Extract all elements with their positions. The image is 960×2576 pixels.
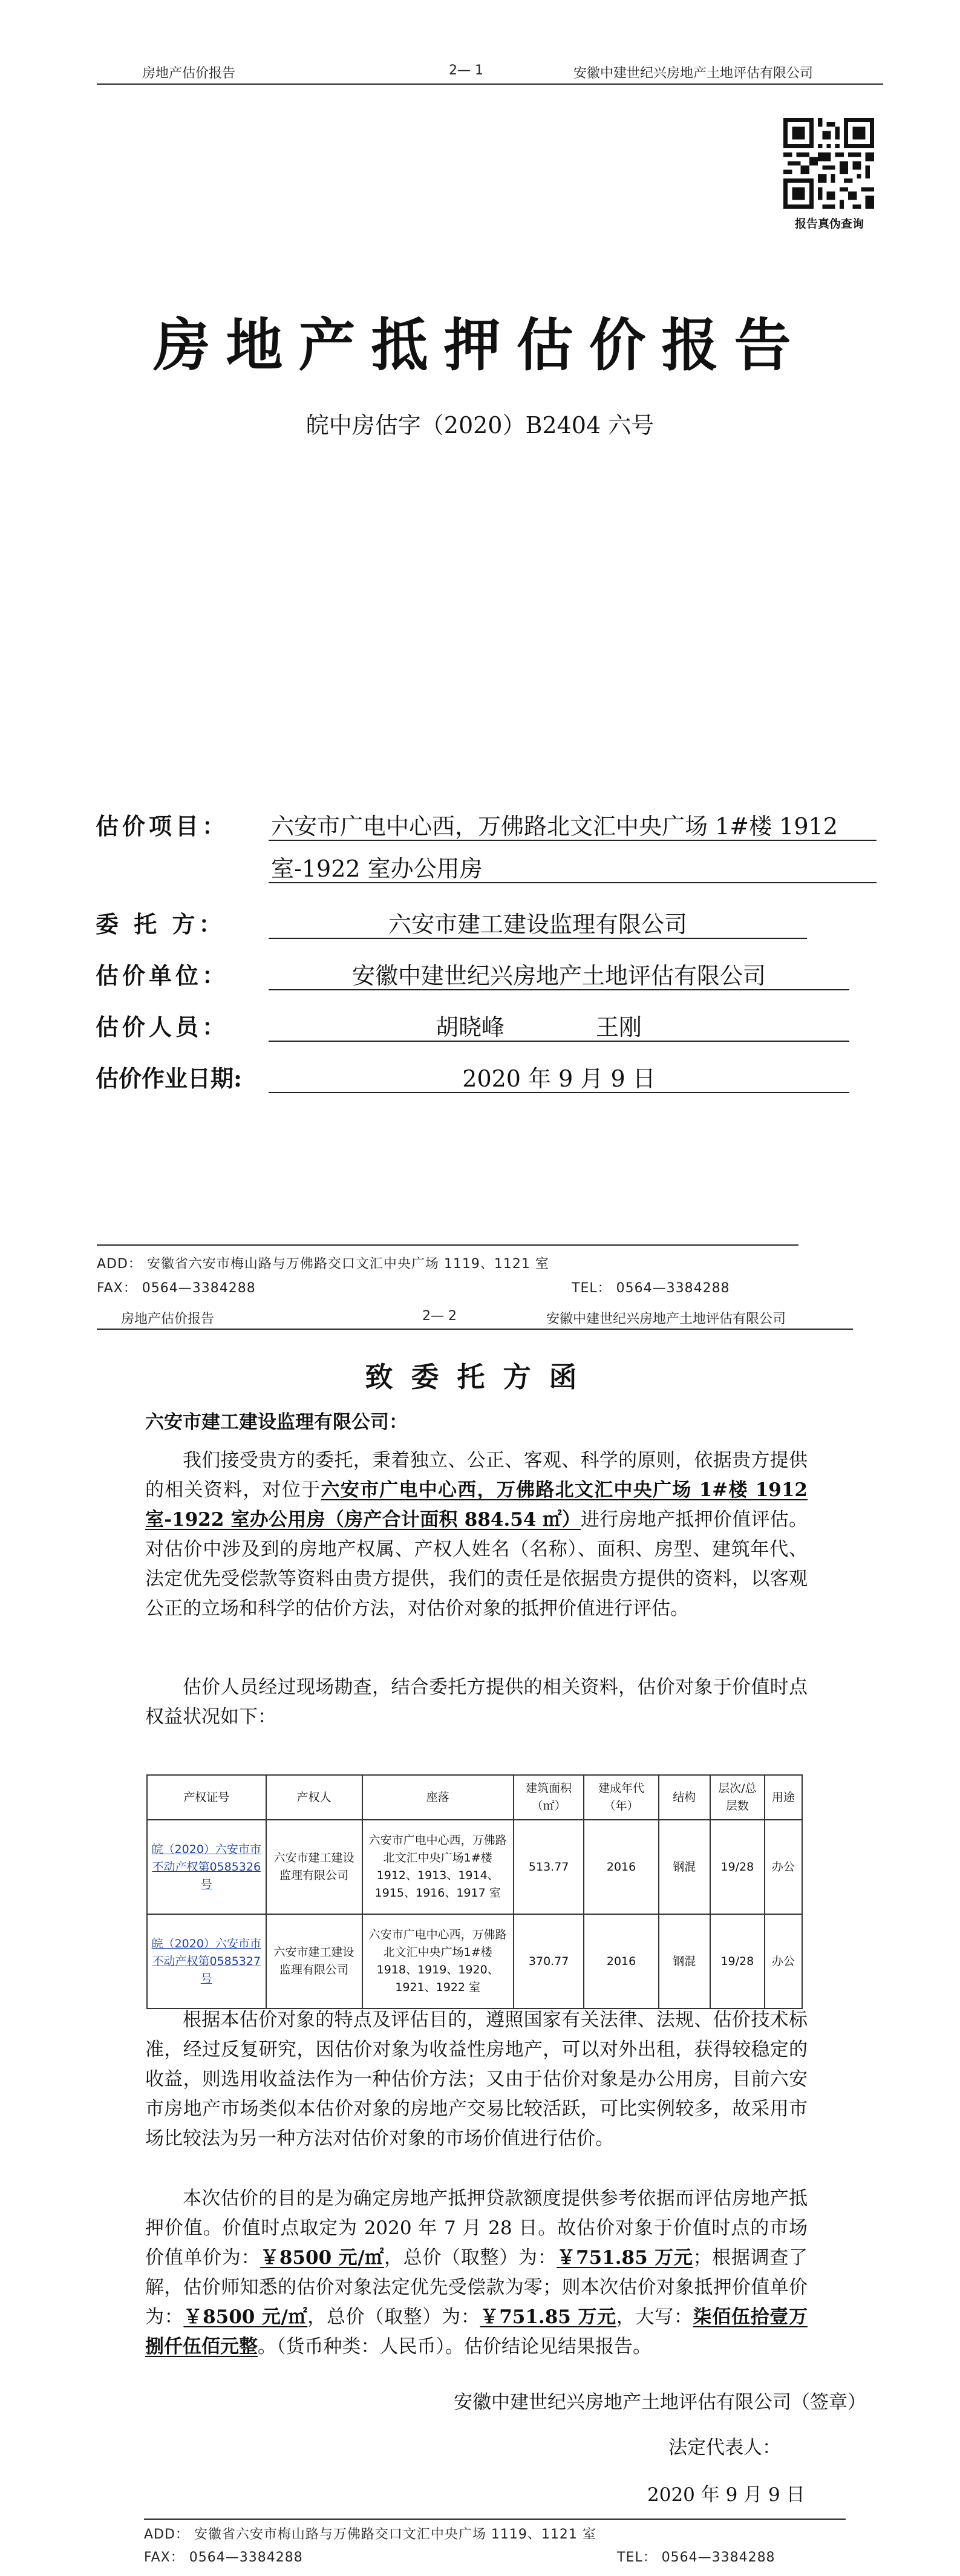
appraisers-underline: [269, 1041, 849, 1042]
footer-tel: TEL： 0564—3384288: [572, 1281, 730, 1296]
col-owner: 产权人: [266, 1775, 362, 1820]
footer-address: ADD： 安徽省六安市梅山路与万佛路交口文汇中央广场 1119、1121 室: [144, 2527, 596, 2542]
header-left: 房地产估价报告: [121, 1312, 215, 1327]
area-cell: 370.77: [514, 1914, 584, 2009]
para4-text-2: ，总价（取整）为：: [384, 2247, 557, 2269]
para4-text-5: ，大写：: [616, 2306, 693, 2328]
appraiser-name-1: 胡晓峰: [436, 1014, 505, 1041]
footer-fax: FAX： 0564—3384288: [97, 1281, 256, 1296]
client-value: 六安市建工建设监理有限公司: [388, 911, 687, 938]
location-cell: 六安市广电中心西，万佛路北文汇中央广场1#楼 1918、1919、1920、1921、1922 室: [362, 1914, 514, 2009]
table-header-row: [147, 1775, 802, 1820]
amount-in-words: 柒佰伍拾壹万捌仟伍佰元整: [145, 2306, 808, 2358]
signature-representative: 法定代表人：: [668, 2437, 781, 2459]
table-row: [147, 1914, 802, 2009]
qr-caption: 报告真伪查询: [794, 217, 864, 230]
para4-text-1: 本次估价的目的是为确定房地产抵押贷款额度提供参考依据而评估房地产抵押价值。价值时点取定为 2020 年 7 月 28 日。故估价对象于价值时点的市场价值单价为：: [145, 2188, 808, 2269]
col-structure: 结构: [659, 1775, 710, 1820]
salutation: 六安市建工建设监理有限公司：: [145, 1411, 408, 1433]
footer-tel: TEL： 0564—3384288: [617, 2550, 776, 2565]
project-value-line1: 六安市广电中心西，万佛路北文汇中央广场 1#楼 1912: [271, 813, 838, 840]
col-use: 用途: [765, 1775, 802, 1820]
footer-rule: [144, 2519, 846, 2520]
appraiser-name-2: 王刚: [596, 1014, 642, 1041]
structure-cell: 钢混: [659, 1820, 710, 1914]
client-underline: [269, 938, 807, 939]
para4-text-4: ，总价（取整）为：: [307, 2306, 480, 2328]
area-cell: 513.77: [514, 1820, 584, 1914]
para4-text-6: 。（货币种类：人民币）。估价结论见结果报告。: [258, 2336, 651, 2358]
para4-text-3: ；根据调查了解，估价师知悉的估价对象法定优先受偿款为零；则本次估价对象抵押价值单价为：: [145, 2247, 808, 2328]
project-underline-2: [269, 882, 877, 883]
project-value-line2: 室-1922 室办公用房: [271, 855, 483, 882]
footer-fax: FAX： 0564—3384288: [144, 2550, 303, 2565]
appraiser-org-underline: [269, 989, 849, 990]
mortgage-unit-price: ￥8500 元/㎡: [183, 2306, 308, 2328]
work-date-underline: [269, 1092, 849, 1093]
cert-number-link[interactable]: 皖（2020）六安市市不动产权第0585326号: [147, 1820, 266, 1914]
col-cert-no: 产权证号: [147, 1775, 266, 1820]
build-year-cell: 2016: [584, 1820, 658, 1914]
paragraph-1: [145, 1446, 808, 1624]
col-floor: 层次/总层数: [710, 1775, 765, 1820]
work-date-value: 2020 年 9 月 9 日: [462, 1065, 656, 1092]
paragraph-2: 估价人员经过现场勘查，结合委托方提供的相关资料，估价对象于价值时点权益状况如下：: [145, 1676, 808, 1728]
para1-text-a: 我们接受贵方的委托，秉着独立、公正、客观、科学的原则，依据贵方提供的相关资料，对位于: [145, 1450, 808, 1501]
cert-number-link[interactable]: 皖（2020）六安市市不动产权第0585327号: [147, 1914, 266, 2009]
floor-cell: 19/28: [710, 1914, 765, 2009]
mortgage-total-price: ￥751.85 万元: [480, 2306, 616, 2328]
owner-cell: 六安市建工建设监理有限公司: [266, 1914, 362, 2009]
header-page-number: 2— 2: [422, 1309, 457, 1324]
qr-code-icon[interactable]: [783, 118, 874, 209]
location-cell: 六安市广电中心西，万佛路北文汇中央广场1#楼 1912、1913、1914、1915、1916、1917 室: [362, 1820, 514, 1914]
work-date-label: 估价作业日期:: [96, 1065, 243, 1092]
header-rule: [97, 83, 883, 85]
header-right: 安徽中建世纪兴房地产土地评估有限公司: [573, 66, 814, 81]
table-row: [147, 1820, 802, 1914]
header-left: 房地产估价报告: [142, 66, 236, 81]
col-area: 建筑面积（㎡）: [514, 1775, 584, 1820]
header-rule: [97, 1329, 853, 1330]
col-build-year: 建成年代（年）: [584, 1775, 658, 1820]
market-unit-price: ￥8500 元/㎡: [260, 2247, 385, 2269]
header-page-number: 2— 1: [449, 63, 483, 78]
project-label: 估价项目：: [96, 812, 229, 840]
appraisers-label: 估价人员：: [96, 1013, 229, 1041]
structure-cell: 钢混: [659, 1914, 710, 2009]
appraiser-org-label: 估价单位：: [96, 962, 229, 989]
market-total-price: ￥751.85 万元: [557, 2247, 693, 2269]
report-title: 房地产抵押估价报告: [153, 312, 807, 379]
floor-cell: 19/28: [710, 1820, 765, 1914]
appraiser-org-value: 安徽中建世纪兴房地产土地评估有限公司: [351, 963, 766, 989]
signature-company: 安徽中建世纪兴房地产土地评估有限公司（签章）: [454, 2391, 866, 2413]
para1-property-description: 六安市广电中心西，万佛路北文汇中央广场 1#楼 1912 室-1922 室办公用房（房产合计面积 884.54 ㎡）: [145, 1479, 808, 1531]
use-cell: 办公: [765, 1914, 802, 2009]
para1-text-c: 进行房地产抵押价值评估。对估价中涉及到的房地产权属、产权人姓名（名称）、面积、房型、建筑年代、法定优先受偿款等资料由贵方提供，我们的责任是依据贵方提供的资料，以客观公正的立场和科学的估价方法，对估价对象的抵押价值进行评估。: [145, 1509, 808, 1620]
signature-date: 2020 年 9 月 9 日: [647, 2484, 805, 2506]
footer-rule: [97, 1244, 798, 1246]
build-year-cell: 2016: [584, 1914, 658, 2009]
paragraph-4: [145, 2184, 808, 2362]
use-cell: 办公: [765, 1820, 802, 1914]
report-number: 皖中房估字（2020）B2404 六号: [305, 412, 655, 439]
project-underline: [269, 840, 877, 841]
col-location: 座落: [362, 1775, 514, 1820]
owner-cell: 六安市建工建设监理有限公司: [266, 1820, 362, 1914]
letter-title: 致委托方函: [365, 1361, 595, 1393]
property-table: [146, 1774, 803, 2009]
header-right: 安徽中建世纪兴房地产土地评估有限公司: [546, 1312, 786, 1327]
paragraph-3: 根据本估价对象的特点及评估目的，遵照国家有关法律、法规、估价技术标准，经过反复研究，因估价对象为收益性房地产，可以对外出租，获得较稳定的收益，则选用收益法作为一种估价方法；又由于估价对象是办公用房，目前六安市房地产市场类似本估价对象的房地产交易比较活跃，可比实例较多，故采用市场比较法为另一种方法对估价对象的市场价值进行估价。: [145, 2009, 808, 2149]
client-label: 委 托 方：: [96, 910, 226, 938]
footer-address: ADD： 安徽省六安市梅山路与万佛路交口文汇中央广场 1119、1121 室: [97, 1257, 549, 1272]
